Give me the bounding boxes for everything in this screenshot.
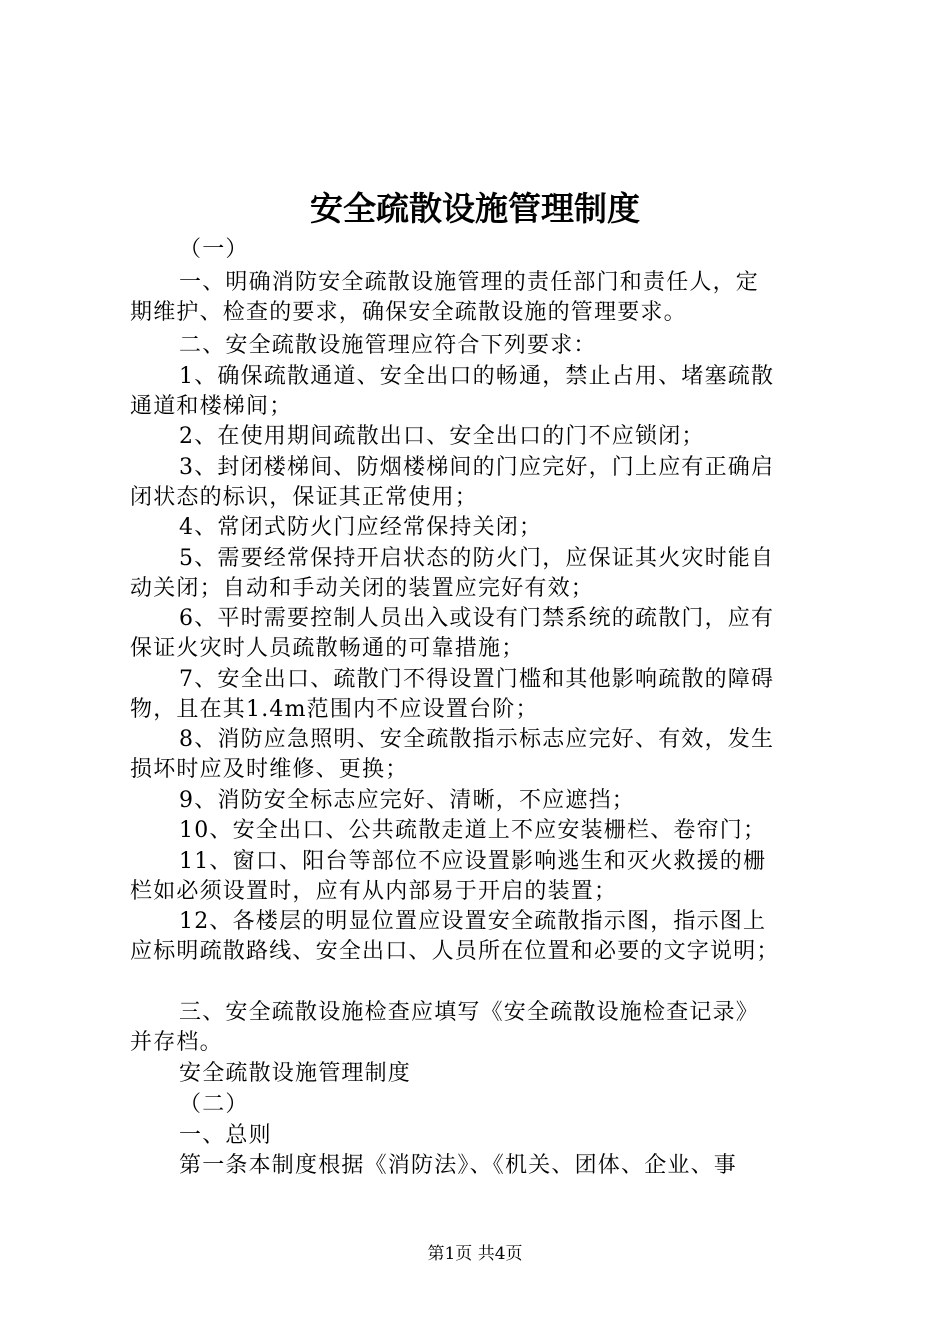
paragraph (130, 331, 833, 361)
paragraph-line: 一、明确消防安全疏散设施管理的责任部门和责任人，定 (179, 270, 760, 295)
paragraph-line: 应标明疏散路线、安全出口、人员所在位置和必要的文字说明； (130, 939, 780, 964)
paragraph (130, 362, 833, 422)
paragraph (130, 665, 833, 725)
paragraph-line: 第一条本制度根据《消防法》、《机关、团体、企业、事 (179, 1153, 738, 1178)
paragraph (130, 453, 833, 513)
paragraph-line: 并存档。 (130, 1030, 223, 1055)
document-title: 安全疏散设施管理制度 (310, 189, 640, 228)
paragraph-line: 安全疏散设施管理制度 (179, 1061, 412, 1086)
paragraph (130, 907, 833, 967)
paragraph-line: 8、消防应急照明、安全疏散指示标志应完好、有效，发生 (179, 727, 775, 752)
paragraph-line: 12、各楼层的明显位置应设置安全疏散指示图，指示图上 (179, 909, 767, 934)
paragraph-line: 通道和楼梯间； (130, 394, 293, 419)
paragraph (130, 1090, 833, 1120)
paragraph-line: 1、确保疏散通道、安全出口的畅通，禁止占用、堵塞疏散 (179, 364, 775, 389)
paragraph-line: 7、安全出口、疏散门不得设置门槛和其他影响疏散的障碍 (179, 667, 775, 692)
paragraph-line: 栏如必须设置时，应有从内部易于开启的装置； (130, 879, 618, 904)
paragraph (130, 604, 833, 664)
paragraph-line: 三、安全疏散设施检查应填写《安全疏散设施检查记录》 (179, 1000, 760, 1025)
paragraph-line: 期维护、检查的要求，确保安全疏散设施的管理要求。 (130, 300, 687, 325)
paragraph (130, 1151, 833, 1181)
paragraph-line: 11、窗口、阳台等部位不应设置影响逃生和灭火救援的栅 (179, 849, 767, 874)
paragraph (130, 268, 833, 328)
paragraph (130, 847, 833, 907)
paragraph-line: 一、总则 (179, 1123, 272, 1148)
paragraph-line: 9、消防安全标志应完好、清晰，不应遮挡； (179, 788, 635, 813)
paragraph-line: 4、常闭式防火门应经常保持关闭； (179, 515, 543, 540)
page-number: 第1页 共4页 (427, 1244, 523, 1264)
paragraph (130, 1121, 833, 1151)
paragraph (130, 998, 833, 1058)
paragraph (130, 725, 833, 785)
paragraph (130, 422, 833, 452)
paragraph-line: 闭状态的标识，保证其正常使用； (130, 485, 479, 510)
paragraph-line: 5、需要经常保持开启状态的防火门，应保证其火灾时能自 (179, 546, 775, 571)
paragraph (130, 816, 833, 846)
paragraph-line: 动关闭；自动和手动关闭的装置应完好有效； (130, 576, 595, 601)
paragraph (130, 786, 833, 816)
paragraph (130, 513, 833, 543)
paragraph-line: （一） (179, 237, 249, 262)
paragraph-line: 10、安全出口、公共疏散走道上不应安装栅栏、卷帘门； (179, 818, 767, 843)
paragraph-line: 3、封闭楼梯间、防烟楼梯间的门应完好，门上应有正确启 (179, 455, 775, 480)
paragraph-line: 6、平时需要控制人员出入或设有门禁系统的疏散门，应有 (179, 606, 775, 631)
paragraph-line: 物，且在其1.4m范围内不应设置台阶； (130, 697, 539, 722)
paragraph (130, 235, 833, 265)
paragraph (130, 1059, 833, 1089)
paragraph-line: 损坏时应及时维修、更换； (130, 757, 409, 782)
paragraph-line: 保证火灾时人员疏散畅通的可靠措施； (130, 636, 525, 661)
paragraph-line: 2、在使用期间疏散出口、安全出口的门不应锁闭； (179, 424, 705, 449)
paragraph (130, 544, 833, 604)
paragraph-line: 二、安全疏散设施管理应符合下列要求： (179, 333, 597, 358)
paragraph-line: （二） (179, 1092, 249, 1117)
